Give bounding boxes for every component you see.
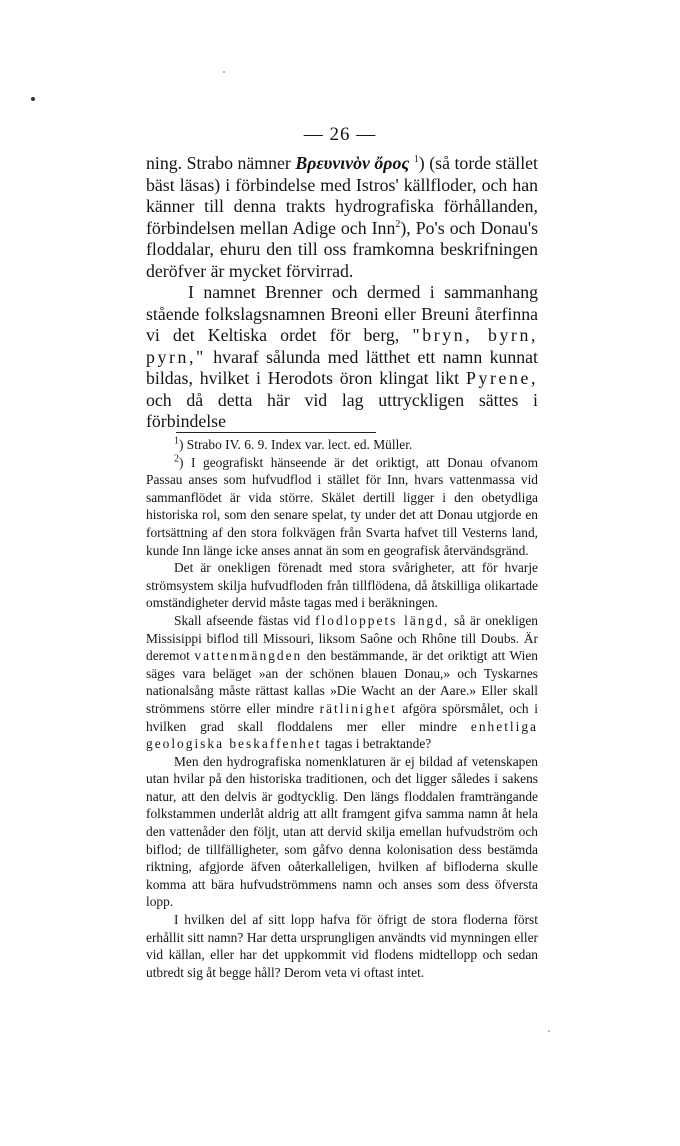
footnote-2-paragraph: Det är onekligen förenadt med stora svårigheter, att för hvarje strömsystem skilja hufvudfloden från tillflödena, då åtskilliga olikartade omständigheter dervid måste tagas med i beräkningen.	[146, 560, 538, 611]
text-run: ), Po's och Donau's floddalar, ehuru den till oss framkomna beskrifningen deröfver är mycket förvirrad.	[146, 217, 538, 281]
text-run: ning. Strabo nämner	[146, 153, 296, 173]
footnote-marker: 1	[174, 435, 179, 447]
emphasis-bryn: "bryn, byrn, pyrn,"	[146, 325, 538, 367]
footnote-ref-1: 1	[413, 154, 419, 166]
text-run: hvaraf sålunda med lätthet ett namn kunnat bildas, hvilket i Herodots öron klingat likt	[146, 346, 538, 388]
emphasis-vattenmangden: vattenmängden	[194, 648, 303, 664]
paragraph-strabo	[146, 153, 538, 282]
footnote-ref-2: 2	[395, 218, 401, 230]
footnote-2-paragraph: I hvilken del af sitt lopp hafva för öfrigt de stora floderna först erhållit sitt namn? Har detta ursprungligen användts vid mynningen eller vid källan, eller har det uppkommit vid flodens midtellopp och sedan utbredt sig åt begge håll? Derom veta vi oftast intet.	[146, 912, 538, 980]
page-number: — 26 —	[303, 124, 377, 145]
ink-speck	[31, 97, 35, 101]
footnotes	[146, 436, 538, 981]
emphasis-pyrene: Pyrene,	[465, 368, 538, 388]
text-run: så är onekligen Missisippi biflod till Missouri, liksom Saône och Rhône till Doubs. Är deremot	[146, 612, 538, 664]
body-text	[146, 153, 538, 433]
footnote-separator	[176, 432, 376, 433]
emphasis-flodloppets-langd: flodloppets längd,	[315, 612, 450, 628]
ink-speck	[548, 1030, 550, 1032]
footnote-text: ) I geografiskt hänseende är det oriktigt, att Donau ofvanom Passau anses som hufvudflod i stället för Inn, hvars vattenmassa vid sammanflödet är vida större. Skälet dertill ligger i den obetydliga historiska rol, som den senare spelat, ty under det att Donau utgjorde en fortsättning af den stora folkvägen från Svarta hafvet till Vesterns land, kunde Inn länge icke anses annat än som en geografisk återvändsgränd.	[146, 454, 538, 558]
footnote-2	[146, 454, 538, 560]
footnote-1	[146, 436, 538, 454]
text-run: afgöra spörsmålet, och i hvilken grad skall floddalens mer eller mindre	[146, 700, 538, 734]
text-run: I namnet Brenner och dermed i sammanhang stående folkslagsnamnen Breoni eller Breuni återfinna vi det Keltiska ordet för berg,	[146, 282, 538, 345]
text-run: och då detta här vid lag uttryckligen sättes i förbindelse	[146, 389, 538, 431]
footnote-2-paragraph	[146, 612, 538, 753]
text-run: den bestämmande, är det oriktigt att Wien säges vara beläget »an der schönen blauen Donau,» och Tyskarnes nationalsång måste rättast kallas »Die Wacht an der Aare.» Eller skall strömmens större eller mindre	[146, 648, 538, 716]
greek-term: Βρευνινὸν ὄρος	[295, 153, 410, 173]
footnote-text: ) Strabo IV. 6. 9. Index var. lect. ed. Müller.	[179, 437, 413, 452]
paragraph-brenner	[146, 282, 538, 433]
footnote-2-paragraph: Men den hydrografiska nomenklaturen är ej bildad af vetenskapen utan hvilar på den historiska traditionen, och det ligger således i sakens natur, att den delvis är godtycklig. Den längs floddalen framträngande folkstammen underlåt aldrig att allt framgent gifva samma namn åt hela den vattenåder den följt, utan att dervid skilja emellan hufvudström och biflod; de tillfälligheter, som gåfvo denna kolonisation dess bestämda riktning, afgjorde äfven oåterkalleligen, hvilken af bifloderna skulle komma att bära hufvudströmmens namn och anses som dess öfversta lopp.	[146, 753, 538, 910]
text-run: ) (så torde stället bäst läsas) i förbindelse med Istros' källfloder, och han känner till denna trakts hydrografiska förhållanden, förbindelsen mellan Adige och Inn	[146, 153, 538, 238]
text-run: tagas i betraktande?	[321, 736, 432, 752]
emphasis-ratlinighet: rätlinighet	[319, 700, 397, 716]
text-run: Skall afseende fästas vid	[174, 612, 316, 628]
emphasis-geologiska: enhetliga geologiska beskaffenhet	[146, 718, 538, 752]
ink-speck	[223, 71, 225, 73]
footnote-marker: 2	[174, 453, 179, 465]
